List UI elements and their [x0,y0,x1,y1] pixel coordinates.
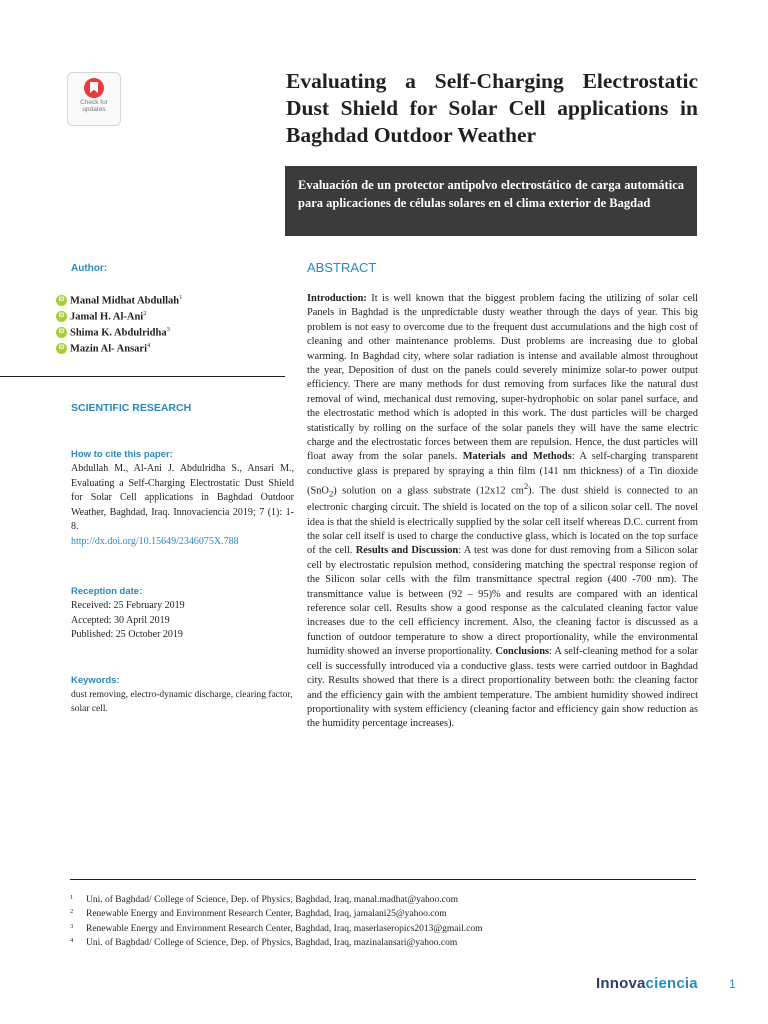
footnote-text: Uni. of Baghdad/ College of Science, Dep. of Physics, Baghdad, Iraq, mazinalansari@yahoo.com [86,937,458,948]
page-number: 1 [729,977,736,991]
methods-text-2: ) solution on a glass substrate (12x12 cm [333,485,524,497]
footnote-item [70,936,710,950]
reception-label: Reception date: [71,586,143,597]
footnote-divider [70,879,696,880]
citation-block [71,462,294,550]
paper-title: Evaluating a Self-Charging Electrostatic Dust Shield for Solar Cell applications in Baghdad Outdoor Weather [286,69,698,147]
abstract-heading: ABSTRACT [307,260,377,275]
footnote-item [70,922,710,936]
abstract-body [307,292,698,732]
keywords-label: Keywords: [71,675,120,686]
author-name: Shima K. Abdulridha$^3$ [70,325,170,339]
author-list [56,292,276,356]
badge-line-1: Check for [80,99,108,106]
footnote-item [70,907,710,921]
author-item [56,324,276,340]
author-name: Manal Midhat Abdullah$^1$ [70,293,183,307]
footnote-number: 4 [70,936,74,944]
author-name: Mazin Al- Ansari$^4$ [70,341,151,355]
author-affiliation-mark: 4 [147,341,151,349]
cite-label: How to cite this paper: [71,449,173,460]
orcid-icon[interactable]: iD [56,327,67,338]
bookmark-icon [84,78,104,98]
author-item [56,340,276,356]
orcid-icon[interactable]: iD [56,343,67,354]
doi-link[interactable]: http://dx.doi.org/10.15649/2346075X.788 [71,535,239,547]
author-affiliation-mark: 2 [143,309,147,317]
reception-dates [71,599,291,643]
author-label: Author: [71,263,108,274]
methods-text-3: ). The dust shield is connected to an electronic charging circuit. The shield is located on the top of a silicon solar cell. The novel idea is that the shield is electrically supplied by the solar cell itself whereas D.C. current from the solar cell itself is used to charge the conductive glass, which is located on the top surface of the cell. [307,485,698,557]
keywords-text: dust removing, electro-dynamic discharge, clearing factor, solar cell. [71,690,293,715]
spanish-title-box: Evaluación de un protector antipolvo electrostático de carga automática para aplicaciones de células solares en el clima exterior de Bagdad [285,166,697,236]
methods-text: : A self-charging transparent conductive glass is prepared by spraying a thin film (141 nm thickness) of a Tin dioxide (SnO [307,451,698,497]
author-affiliation-mark: 3 [166,325,170,333]
journal-logo-part-1: Innova [596,975,646,992]
conclusions-label: Conclusions [495,646,550,658]
intro-label: Introduction: [307,293,367,304]
methods-label: Materials and Methods [462,451,572,463]
author-name: Jamal H. Al-Ani$^2$ [70,309,147,323]
published-date: Published: 25 October 2019 [71,629,183,641]
footnote-item [70,893,710,907]
orcid-icon[interactable]: iD [56,311,67,322]
journal-logo-part-2: ciencia [645,975,698,992]
sidebar-divider [0,376,285,377]
footnote-text: Uni. of Baghdad/ College of Science, Dep. of Physics, Baghdad, Iraq, manal.madhat@yahoo.com [86,895,459,905]
citation-text: Abdullah M., Al-Ani J. Abdulridha S., Ansari M., Evaluating a Self-Charging Electrostatic Dust Shield for Solar Cell applications in Baghdad Outdoor Weather, Baghdad, Iraq. Innovaciencia 2019; 7 (1): 1-8. [71,463,294,533]
conclusions-text: : A self-cleaning method for a solar cell is successfully introduced via a conductive glass. tests were carried outdoor in Baghdad city. Results showed that there is a direct proportionality between both: the cleaning factor and the efficiency gain with the ambient temperature. The ambient humidity showed indirect proportionality with system efficiency (cleaning factor and efficiency gain show reduction as the humidity percentage increases). [307,646,698,730]
results-text: : A test was done for dust removing from a Silicon solar cell by electrostatic repulsion method, considering matching the spectral response region of the Silicon solar cells with the film transmittance spectral region (400 -700 nm). The transmittance value is between (92 – 95)% and results are compared with an identical reference solar cell. Results show a good response as the calculated cleaning factor value increases due to the cell efficiency increment. Also, the cleaning factor is discussed as a function of outdoor temperature to show a direct proportionality, while the environmental humidity showed an inverse proportionality. [307,545,698,658]
badge-line-2: updates [82,106,106,113]
received-date: Received: 25 February 2019 [71,600,185,611]
section-label: SCIENTIFIC RESEARCH [71,402,192,414]
journal-logo [596,975,698,992]
footnote-text: Renewable Energy and Environment Research Center, Baghdad, Iraq, jamalani25@yahoo.com [86,909,447,920]
methods-superscript: 2 [523,481,529,492]
footnote-number: 2 [70,908,74,916]
author-item [56,292,276,308]
check-for-updates-badge[interactable] [67,72,121,126]
intro-text: It is well known that the biggest problem facing the utilizing of solar cell Panels in Baghdad is the unpredictable dusty weather through the days of year. This big problem is not easy to overcome due to the frequent dust accumulations and the high cost of cleaning and other maintenance problems. Dust problems are increasing due to global warming. In Baghdad city, where solar radiation is intense and available almost throughout the year, Deposition of dust on the panels could severely minimize solar-to power output efficiency. There are many methods for dust removing from surfaces like the natural dust removal of wind, mechanical dust removing, super-hydrophobic on solar panel surface, and the electrostatic method which is adopted in this work. The dust particles will be charged statistically by rolling on the surface of the solar panels they will have the same electric charge and the electrostatic forces between them are repulsion. Hence, the dust particles will float away from the solar panels. [307,293,698,463]
footnote-number: 3 [70,922,74,930]
footnote-number: 1 [70,894,74,901]
results-label: Results and Discussion [355,545,459,557]
author-affiliation-mark: 1 [179,293,183,301]
footnote-text: Renewable Energy and Environment Research Center, Baghdad, Iraq, maserlaseropics2013@gmail.com [86,923,483,934]
author-item [56,308,276,324]
methods-subscript: 2 [328,488,334,499]
footnotes [70,893,710,950]
orcid-icon[interactable]: iD [56,295,67,306]
accepted-date: Accepted: 30 April 2019 [71,614,170,626]
